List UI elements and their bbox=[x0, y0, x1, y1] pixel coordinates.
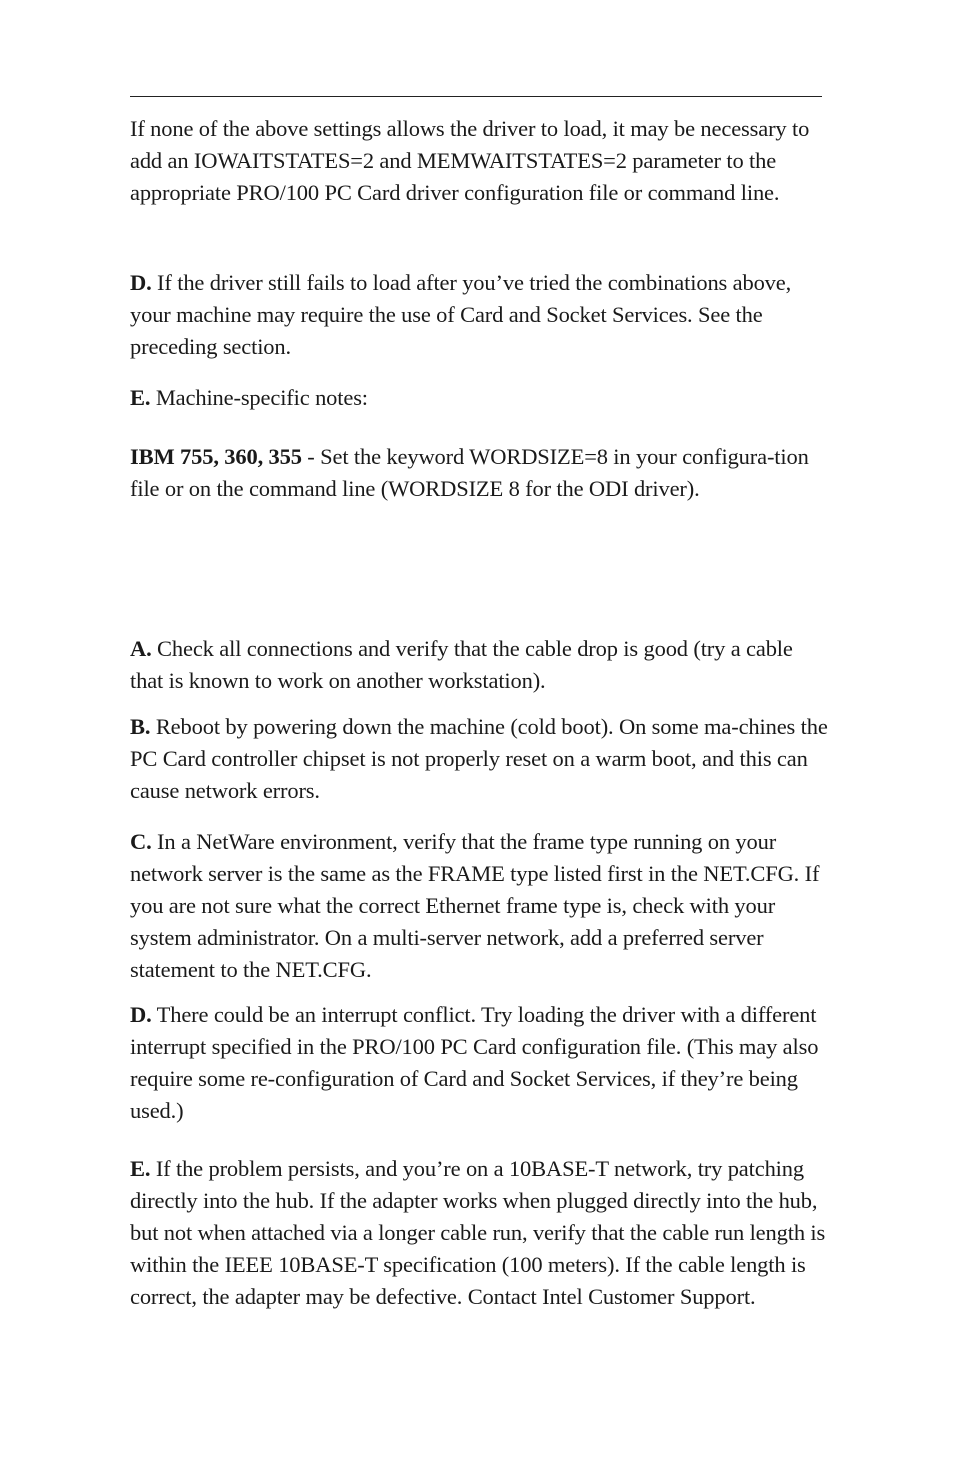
ibm-note-paragraph bbox=[130, 441, 830, 505]
interrupt-paragraph bbox=[130, 999, 830, 1127]
ibm-note-text: - Set the keyword WORDSIZE=8 in your configura-tion file or on the command line (WORDSIZE 8 for the ODI driver). bbox=[130, 444, 809, 501]
machine-notes-paragraph bbox=[130, 382, 830, 414]
item-e2-label: E. bbox=[130, 1156, 151, 1181]
item-b-label: B. bbox=[130, 714, 151, 739]
item-d2-label: D. bbox=[130, 1002, 152, 1027]
connections-paragraph bbox=[130, 633, 830, 697]
item-a-label: A. bbox=[130, 636, 152, 661]
item-e2-text: If the problem persists, and you’re on a 10BASE-T network, try patching directly into the hub. If the adapter works when plugged directly into the hub, but not when attached via a longer cable run, verify that the cable run length is within the IEEE 10BASE-T specification (100 meters). If the cable length is correct, the adapter may be defective. Contact Intel Customer Support. bbox=[130, 1156, 826, 1309]
hub-paragraph bbox=[130, 1153, 830, 1313]
item-d-label: D. bbox=[130, 270, 152, 295]
item-e-label: E. bbox=[130, 385, 151, 410]
item-a-text: Check all connections and verify that the cable drop is good (try a cable that is known to work on another workstation). bbox=[130, 636, 793, 693]
item-c-text: In a NetWare environment, verify that the frame type running on your network server is the same as the FRAME type listed first in the NET.CFG. If you are not sure what the correct Ethernet frame type is, check with your system administrator. On a multi-server network, add a preferred server statement to the NET.CFG. bbox=[130, 829, 820, 982]
ibm-note-label: IBM 755, 360, 355 bbox=[130, 444, 302, 469]
header-rule bbox=[130, 96, 822, 97]
item-d-text: If the driver still fails to load after you’ve tried the combinations above, your machine may require the use of Card and Socket Services. See the preceding section. bbox=[130, 270, 792, 359]
waitstates-text: If none of the above settings allows the driver to load, it may be necessary to add an IOWAITSTATES=2 and MEMWAITSTATES=2 parameter to the appropriate PRO/100 PC Card driver configuration file or command line. bbox=[130, 116, 810, 205]
reboot-paragraph bbox=[130, 711, 830, 807]
item-e-text: Machine-specific notes: bbox=[150, 385, 368, 410]
item-d2-text: There could be an interrupt conflict. Try loading the driver with a different interrupt specified in the PRO/100 PC Card configuration file. (This may also require some re-configuration of Card and Socket Services, if they’re being used.) bbox=[130, 1002, 819, 1123]
waitstates-paragraph bbox=[130, 113, 830, 209]
item-b-text: Reboot by powering down the machine (cold boot). On some ma-chines the PC Card controller chipset is not properly reset on a warm boot, and this can cause network errors. bbox=[130, 714, 828, 803]
netware-paragraph bbox=[130, 826, 830, 986]
card-socket-services-paragraph bbox=[130, 267, 830, 363]
item-c-label: C. bbox=[130, 829, 152, 854]
